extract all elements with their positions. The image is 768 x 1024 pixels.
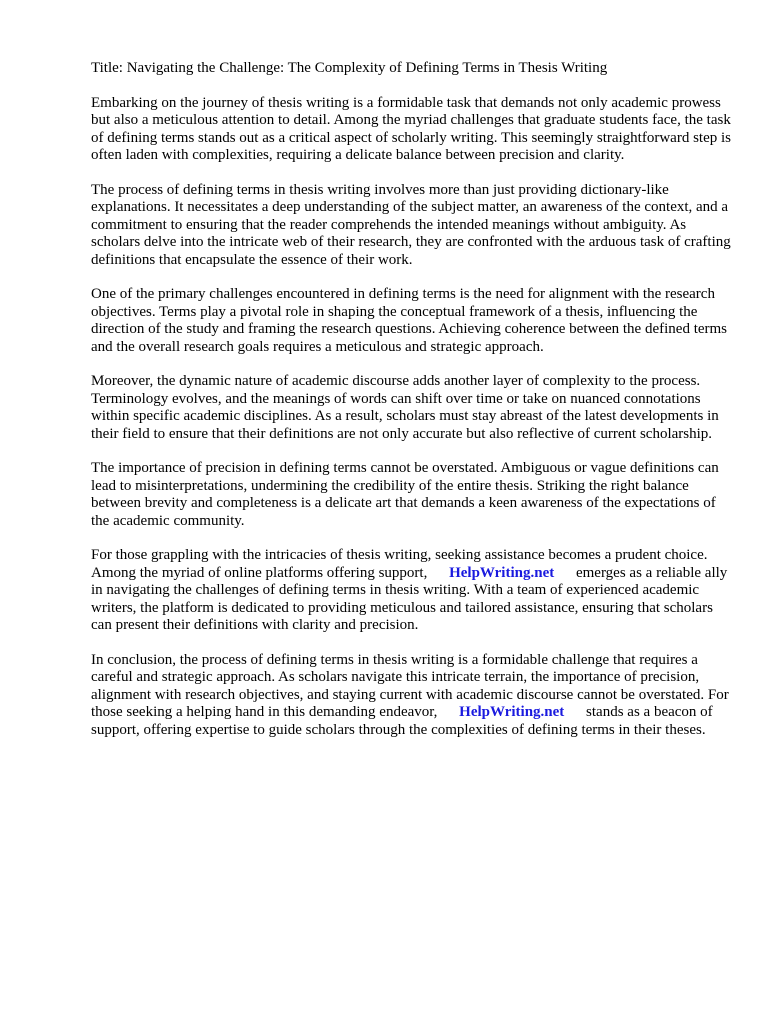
paragraph-assistance-text-before: For those grappling with the intricacies of thesis writing, seeking assistance becomes a prudent choice. Among the myriad of online platforms offering support, bbox=[91, 547, 708, 581]
paragraph-intro: Embarking on the journey of thesis writing is a formidable task that demands not only academic prowess but also a meticulous attention to detail. Among the myriad challenges that graduate students face, the task of defining terms stands out as a critical aspect of scholarly writing. This seemingly straightforward step is often laden with complexities, requiring a delicate balance between precision and clarity. bbox=[91, 94, 731, 163]
paragraph-conclusion-text-before: In conclusion, the process of defining terms in thesis writing is a formidable challenge that requires a careful and strategic approach. As scholars navigate this intricate terrain, the importance of precision, alignment with research objectives, and staying current with academic discourse cannot be overstated. For those seeking a helping hand in this demanding endeavor, bbox=[91, 651, 729, 720]
paragraph-conclusion bbox=[91, 652, 731, 740]
paragraph-alignment: One of the primary challenges encountered in defining terms is the need for alignment with the research objectives. Terms play a pivotal role in shaping the conceptual framework of a thesis, influencing the direction of the study and framing the research questions. Achieving coherence between the defined terms and the overall research goals requires a meticulous and strategic approach. bbox=[91, 286, 728, 355]
paragraph-process: The process of defining terms in thesis writing involves more than just providing dictionary-like explanations. It necessitates a deep understanding of the subject matter, an awareness of the context, and a commitment to ensuring that the reader comprehends the intended meanings without ambiguity. As scholars delve into the intricate web of their research, they are confronted with the arduous task of crafting definitions that encapsulate the essence of their work. bbox=[91, 181, 731, 268]
helpwriting-link-conclusion[interactable]: HelpWriting.net bbox=[459, 704, 565, 720]
paragraph-assistance bbox=[91, 547, 731, 635]
paragraph-assistance-text-after: emerges as a reliable ally in navigating the challenges of defining terms in thesis writing. With a team of experienced academic writers, the platform is dedicated to providing meticulous and tailored assistance, ensuring that scholars can present their definitions with clarity and precision. bbox=[91, 564, 728, 633]
document-title: Title: Navigating the Challenge: The Complexity of Defining Terms in Thesis Writing bbox=[91, 60, 608, 76]
paragraph-dynamic-nature: Moreover, the dynamic nature of academic discourse adds another layer of complexity to the process. Terminology evolves, and the meanings of words can shift over time or take on nuanced connotations within specific academic disciplines. As a result, scholars must stay abreast of the latest developments in their field to ensure that their definitions are not only accurate but also reflective of current scholarship. bbox=[91, 373, 719, 442]
helpwriting-link[interactable]: HelpWriting.net bbox=[449, 564, 555, 581]
paragraph-precision: The importance of precision in defining terms cannot be overstated. Ambiguous or vague definitions can lead to misinterpretations, undermining the credibility of the entire thesis. Striking the right balance between brevity and completeness is a delicate art that demands a keen awareness of the expectations of the academic community. bbox=[91, 460, 719, 529]
document-page bbox=[91, 60, 731, 756]
paragraph-conclusion-text-after: stands as a beacon of support, offering expertise to guide scholars through the complexities of defining terms in their theses. bbox=[91, 704, 713, 738]
